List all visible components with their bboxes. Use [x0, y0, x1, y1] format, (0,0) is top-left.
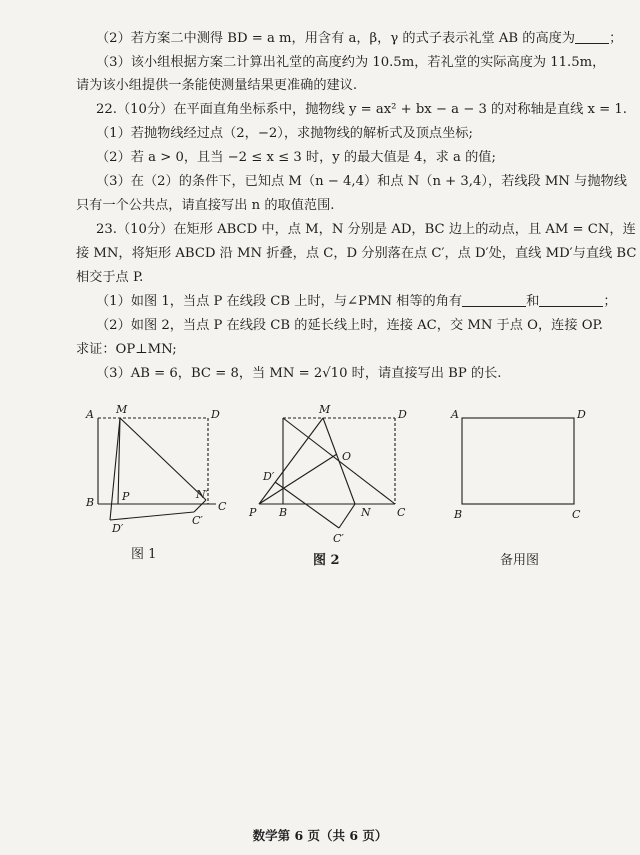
fig2-label-b: B: [279, 506, 288, 519]
fig2-label-d2: D′: [263, 470, 275, 483]
q22-part2: （2）若 a > 0，且当 −2 ≤ x ≤ 3 时，y 的最大值是 4，求 a 的值;: [96, 150, 496, 165]
fig1-label-n: N′: [196, 488, 209, 501]
q21-part3-line2: 请为该小组提供一条能使测量结果更准确的建议.: [76, 78, 358, 93]
q23-stem-line3: 相交于点 P.: [76, 270, 144, 285]
q23-stem-line1: 23.（10分）在矩形 ABCD 中，点 M，N 分别是 AD，BC 边上的动点，且 AM = CN，连: [96, 222, 636, 237]
answer-blank-1: [462, 293, 526, 307]
page-footer: 数学第 6 页（共 6 页）: [252, 828, 388, 843]
fig2-label-m: M: [319, 403, 331, 416]
q21-part2-end: ；: [609, 31, 623, 46]
fig1-line-d2c2: [110, 512, 194, 520]
q22-stem: 22.（10分）在平面直角坐标系中，抛物线 y = ax² + bx − a − 3 的对称轴是直线 x = 1.: [96, 102, 627, 117]
fig3-caption: 备用图: [500, 553, 540, 568]
q23-part1-text: （1）如图 1，当点 P 在线段 CB 上时，与∠PMN 相等的角有: [96, 294, 463, 309]
figure-1: [80, 400, 240, 550]
q21-part2: [96, 29, 636, 48]
fig1-label-b: B: [86, 496, 95, 509]
q23-part1-end: ；: [603, 294, 617, 309]
fig1-label-a: A: [86, 408, 94, 421]
q23-stem-line2: 接 MN，将矩形 ABCD 沿 MN 折叠，点 C，D 分别落在点 C′，点 D′处，直线 MD′与直线 BC: [76, 246, 637, 261]
q23-part1: [96, 292, 636, 311]
answer-blank: [575, 30, 609, 44]
fig2-line-mp: [259, 418, 323, 504]
answer-blank-2: [539, 293, 603, 307]
q21-part2-text: （2）若方案二中测得 BD = a m，用含有 a，β，γ 的式子表示礼堂 AB 的高度为: [96, 31, 576, 46]
fig1-label-d: D: [211, 408, 220, 421]
q22-part3-line1: （3）在（2）的条件下，已知点 M（n − 4,4）和点 N（n + 3,4），若线段 MN 与抛物线: [96, 174, 627, 189]
q22-part3-line2: 只有一个公共点，请直接写出 n 的取值范围.: [76, 198, 335, 213]
fig3-label-b: B: [454, 508, 463, 521]
fig3-rectangle: [462, 418, 574, 504]
fig3-label-c: C: [572, 508, 581, 521]
fig2-label-p: P: [249, 506, 257, 519]
fig2-label-c2: C′: [333, 532, 344, 545]
figure-2: [245, 400, 415, 550]
fig2-label-n: N: [361, 506, 371, 519]
q23-part3: （3）AB = 6，BC = 8，当 MN = 2√10 时，请直接写出 BP 的长.: [96, 366, 502, 381]
figure-3: [448, 400, 598, 530]
q22-part1: （1）若抛物线经过点（2，−2），求抛物线的解析式及顶点坐标;: [96, 126, 473, 141]
fig2-label-c: C: [397, 506, 406, 519]
fig1-label-c2: C′: [192, 514, 203, 527]
fig2-label-d: D: [398, 408, 407, 421]
fig2-line-d2c2: [275, 482, 339, 528]
fig1-label-m: M: [116, 403, 128, 416]
fig3-label-a: A: [451, 408, 459, 421]
fig2-line-c2n: [339, 504, 355, 528]
fig1-label-c: C: [218, 500, 227, 513]
fig1-line-mn: [120, 418, 206, 500]
fig1-caption: 图 1: [131, 547, 157, 562]
fig3-label-d: D: [577, 408, 586, 421]
fig2-caption: 图 2: [313, 553, 340, 568]
q23-part2-line2: 求证：OP⊥MN;: [76, 342, 177, 357]
q23-part1-and: 和: [526, 294, 540, 309]
fig2-label-o: O: [342, 450, 352, 463]
fig1-label-p: P: [122, 490, 130, 503]
fig1-line-c2n: [194, 500, 206, 512]
q21-part3-line1: （3）该小组根据方案二计算出礼堂的高度约为 10.5m，若礼堂的实际高度为 11.5m，: [96, 55, 606, 70]
fig1-label-d2: D′: [112, 522, 124, 535]
q23-part2-line1: （2）如图 2，当点 P 在线段 CB 的延长线上时，连接 AC，交 MN 于点 O，连接 OP.: [96, 318, 603, 333]
